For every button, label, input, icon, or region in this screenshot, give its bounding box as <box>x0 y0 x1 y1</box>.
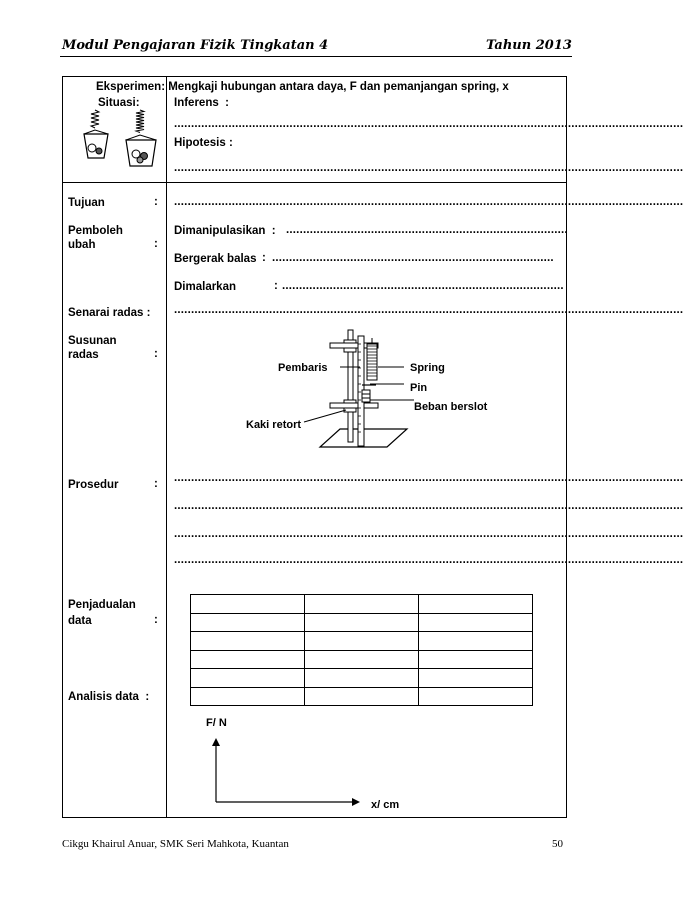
x-axis-arrow-icon <box>352 798 360 806</box>
responding-answer-line[interactable]: ................................................................................... <box>272 252 554 264</box>
radas-label: radas <box>68 349 99 361</box>
table-row <box>191 687 533 706</box>
spring-label: Spring <box>410 362 445 374</box>
table-cell[interactable] <box>191 669 305 688</box>
prosedur-label: Prosedur <box>68 479 119 491</box>
pemboleh-label: Pemboleh <box>68 225 123 237</box>
table-cell[interactable] <box>419 613 533 632</box>
table-cell[interactable] <box>419 632 533 651</box>
weights-label: Beban berslot <box>414 401 488 413</box>
tujuan-colon: : <box>154 196 158 208</box>
table-cell[interactable] <box>305 650 419 669</box>
slotted-weights-icon <box>362 390 370 402</box>
spring-icon <box>367 344 377 380</box>
pemboleh-colon: : <box>154 238 158 250</box>
table-cell[interactable] <box>305 613 419 632</box>
y-axis-label: F/ N <box>206 717 227 729</box>
column-divider <box>166 76 167 818</box>
light-load-spring-icon <box>84 110 108 158</box>
page-number: 50 <box>552 838 563 850</box>
year-label: Tahun 2013 <box>486 38 572 53</box>
constant-label: Dimalarkan <box>174 281 237 293</box>
ruler-label: Pembaris <box>278 362 328 374</box>
hipotesis-label: Hipotesis : <box>174 137 233 149</box>
x-axis-label-text: x/ cm <box>371 799 400 811</box>
tujuan-answer-line[interactable]: ...................................................................................................................................................... <box>174 196 683 208</box>
table-cell[interactable] <box>305 687 419 706</box>
ubah-label: ubah <box>68 239 96 251</box>
table-cell[interactable] <box>305 595 419 614</box>
constant-colon: : <box>274 280 278 292</box>
pin-label: Pin <box>410 382 428 394</box>
penjadualan-colon: : <box>154 614 158 626</box>
y-axis-arrow-icon <box>212 738 220 746</box>
constant-answer-line[interactable]: ................................................................................... <box>282 280 564 292</box>
lower-clamp-arm <box>330 403 378 408</box>
table-cell[interactable] <box>191 650 305 669</box>
analisis-label: Analisis data : <box>68 691 150 703</box>
prosedur-line-3[interactable]: ...................................................................................................................................................... <box>174 528 683 540</box>
table-cell[interactable] <box>191 632 305 651</box>
responding-label: Bergerak balas <box>174 253 257 265</box>
table-row <box>191 632 533 651</box>
table-cell[interactable] <box>191 687 305 706</box>
penjadualan-label: Penjadualan <box>68 599 136 611</box>
prosedur-line-1[interactable]: ...................................................................................................................................................... <box>174 472 683 484</box>
table-cell[interactable] <box>419 650 533 669</box>
prosedur-line-4[interactable]: ...................................................................................................................................................... <box>174 554 683 566</box>
apparatus-diagram <box>232 322 522 450</box>
section-divider <box>62 182 567 183</box>
senarai-radas-answer-line[interactable]: ...................................................................................................................................................... <box>174 304 683 316</box>
table-row <box>191 595 533 614</box>
table-cell[interactable] <box>191 613 305 632</box>
situasi-label: Situasi: <box>98 97 140 109</box>
header-rule <box>60 56 572 57</box>
hipotesis-answer-line[interactable]: ...................................................................................................................................................... <box>174 162 683 174</box>
prosedur-line-2[interactable]: ...................................................................................................................................................... <box>174 500 683 512</box>
inferens-label: Inferens : <box>174 97 229 109</box>
data-label: data <box>68 615 92 627</box>
inferens-answer-line[interactable]: ...................................................................................................................................................... <box>174 118 683 130</box>
heavy-load-spring-icon <box>126 110 156 166</box>
manipulated-label: Dimanipulasikan : <box>174 225 276 237</box>
manipulated-answer-line[interactable]: ................................................................................... <box>286 224 568 236</box>
susunan-label: Susunan <box>68 335 117 347</box>
stand-label: Kaki retort <box>246 419 302 431</box>
table-cell[interactable] <box>191 595 305 614</box>
table-cell[interactable] <box>305 669 419 688</box>
table-row <box>191 613 533 632</box>
table-cell[interactable] <box>419 595 533 614</box>
senarai-radas-label: Senarai radas : <box>68 307 151 319</box>
graph-axes <box>196 712 386 812</box>
table-row <box>191 669 533 688</box>
responding-colon: : <box>262 252 266 264</box>
table-row <box>191 650 533 669</box>
table-cell[interactable] <box>419 669 533 688</box>
tujuan-label: Tujuan <box>68 197 105 209</box>
prosedur-colon: : <box>154 478 158 490</box>
module-title: Modul Pengajaran Fizik Tingkatan 4 <box>62 38 329 53</box>
susunan-colon: : <box>154 348 158 360</box>
situation-illustration <box>78 108 162 170</box>
table-cell[interactable] <box>305 632 419 651</box>
footer-author: Cikgu Khairul Anuar, SMK Seri Mahkota, Kuantan <box>62 838 289 850</box>
data-table <box>190 594 533 706</box>
table-cell[interactable] <box>419 687 533 706</box>
experiment-title: Eksperimen: Mengkaji hubungan antara daya, F dan pemanjangan spring, x <box>96 81 509 93</box>
